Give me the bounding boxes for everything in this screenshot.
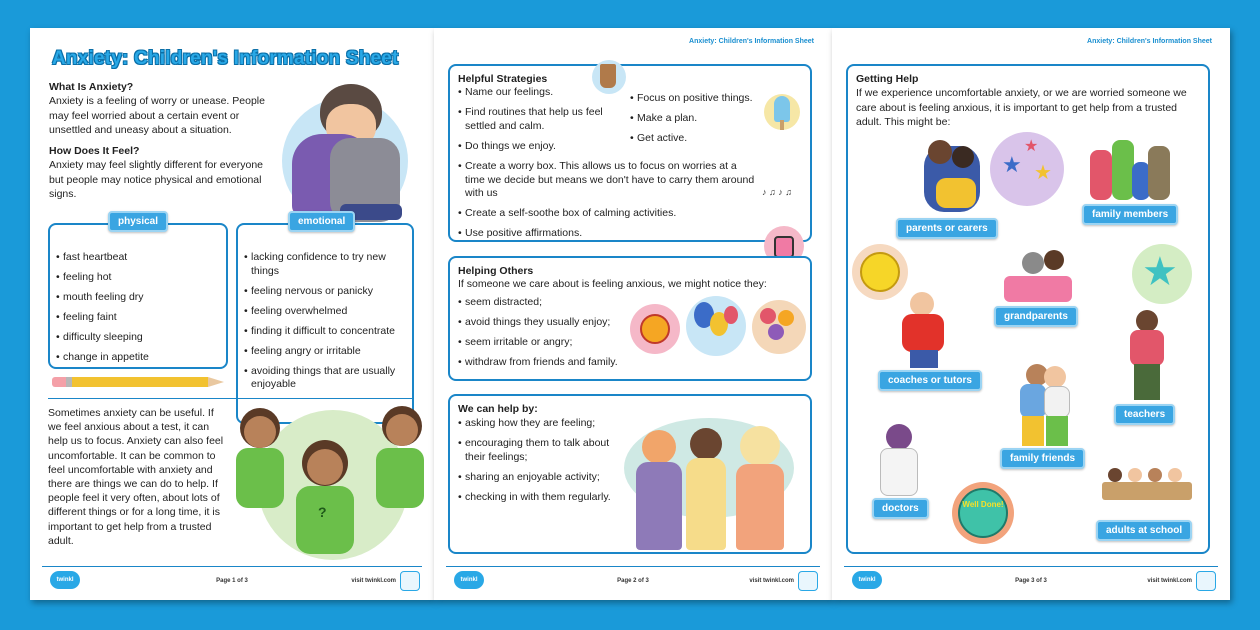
- well-done-text: Well Done!: [962, 500, 1004, 509]
- strategy-item: • Use positive affirmations.: [458, 227, 758, 241]
- twinkl-logo: twinkl LIFE: [454, 571, 484, 589]
- page-number: Page 2 of 3: [617, 578, 649, 584]
- quality-badge-icon: [1196, 571, 1216, 591]
- running-header: Anxiety: Children's Information Sheet: [1087, 38, 1212, 45]
- page-1: Anxiety: Children's Information Sheet What Is Anxiety? Anxiety is a feeling of worry or unease. People may feel worried about a certain event or unsettled and uneasy about a situation. How Does It Feel? Anxiety may feel slightly different for everyone but people may notice physical and emotional signs. • fast heartbeat • feeling hot • mouth feeling dry • feeling faint • difficulty sleeping • change in appetite physical • lacking confidence to try new things • feeling nervous or panicky • feeling overwhelmed • finding it difficult to concentrate • feeling angry or irritable • avoiding things that are usually enjoyable emotional Sometimes anxiety can be useful. If we feel anxious about a test, it can help us to focus. Anxiety can also feel uncomfortable. It can be common to feel uncomfortable with anxiety and there are things we can do to help. If people feel it very often, about lots of different things or for a long time, it is important to get help from a trusted adult. ? twinkl LIFE Page 1 of 3 visit twinkl.com: [30, 28, 434, 600]
- emotional-box: [236, 223, 414, 424]
- strategy-item: • Focus on positive things.: [630, 92, 760, 106]
- site-link[interactable]: visit twinkl.com: [351, 578, 396, 584]
- emotional-item: • avoiding things that are usually enjoyable: [244, 365, 408, 392]
- physical-box: [48, 223, 228, 369]
- physical-item: • mouth feeling dry: [56, 291, 224, 305]
- strategy-item: • Find routines that help us feel settled and calm.: [458, 106, 618, 133]
- twinkl-logo: twinkl LIFE: [852, 571, 882, 589]
- emotional-item: • finding it difficult to concentrate: [244, 325, 408, 339]
- emotional-label: emotional: [288, 211, 355, 232]
- label-teachers: teachers: [1114, 404, 1175, 425]
- running-header: Anxiety: Children's Information Sheet: [689, 38, 814, 45]
- help-item: • sharing an enjoyable activity;: [458, 471, 630, 485]
- label-coaches: coaches or tutors: [878, 370, 982, 391]
- label-grandparents: grandparents: [994, 306, 1078, 327]
- divider: [48, 398, 414, 399]
- label-family-friends: family friends: [1000, 448, 1085, 469]
- footer: [844, 566, 1218, 600]
- twinkl-logo: twinkl LIFE: [50, 571, 80, 589]
- strategy-item: • Make a plan.: [630, 112, 760, 126]
- strategies-heading: Helpful Strategies: [458, 73, 548, 85]
- label-family-members: family members: [1082, 204, 1178, 225]
- emotional-item: • lacking confidence to try new things: [244, 251, 408, 278]
- page-3: Anxiety: Children's Information Sheet Getting Help If we experience uncomfortable anxiety, or we are worried someone we care about is feeling anxious, it is important to get help from a trusted adult. This might be: ★ ★ ★ ★ Well Done! parents or carers family members grandparents coaches or tutors teachers family friends doctors adults at school twinkl LIFE Page 3 of 3 visit twinkl.com: [832, 28, 1230, 600]
- helping-intro: If someone we care about is feeling anxious, we might notice they:: [458, 278, 767, 290]
- strategy-item: • Create a worry box. This allows us to focus on worries at a time we decide but means we don't have to carry them around with us: [458, 160, 758, 201]
- physical-label: physical: [108, 211, 168, 232]
- physical-item: • feeling faint: [56, 311, 224, 325]
- strategy-item: • Do things we enjoy.: [458, 140, 618, 154]
- emotional-item: • feeling overwhelmed: [244, 305, 408, 319]
- emotional-item: • feeling nervous or panicky: [244, 285, 408, 299]
- quality-badge-icon: [400, 571, 420, 591]
- strategy-item: • Create a self-soothe box of calming activities.: [458, 207, 758, 221]
- what-heading: What Is Anxiety?: [49, 81, 134, 93]
- helping-item: • avoid things they usually enjoy;: [458, 316, 648, 330]
- how-text: Anxiety may feel slightly different for everyone but people may notice physical and emotional signs.: [49, 159, 263, 200]
- helping-item: • withdraw from friends and family.: [458, 356, 648, 370]
- strategy-item: • Get active.: [630, 132, 760, 146]
- help-item: • checking in with them regularly.: [458, 491, 630, 505]
- useful-text: Sometimes anxiety can be useful. If we feel anxious about a test, it can help us to focus. Anxiety can also feel uncomfortable. It can be common to feel uncomfortable with anxiety and there are things we can do to help. If people feel it very often, about lots of different things or for a long time, it is important to get help from a trusted adult.: [48, 407, 224, 547]
- help-item: • asking how they are feeling;: [458, 417, 630, 431]
- help-heading: We can help by:: [458, 403, 538, 415]
- emotional-item: • feeling angry or irritable: [244, 345, 408, 359]
- how-heading: How Does It Feel?: [49, 145, 140, 157]
- helping-item: • seem distracted;: [458, 296, 648, 310]
- page-2: Anxiety: Children's Information Sheet Helpful Strategies • Name our feelings. • Find routines that help us feel settled and calm. • Do things we enjoy. • Focus on positive things. • Make a plan. • Get active. • Create a worry box. This allows us to focus on worries at a time we decide but means we don't have to carry them around with us • Create a self-soothe box of calming activities. • Use positive affirmations. ♪ ♫ ♪ ♫ Helping Others If someone we care about is feeling anxious, we might notice they: • seem distracted; • avoid things they usually enjoy; • seem irritable or angry; • withdraw from friends and family. We can help by: • asking how they are feeling; • encouraging them to talk about their feelings; • sharing an enjoyable activity; • checking in with them regularly. twinkl LIFE Page 2 of 3 visit twinkl.com: [434, 28, 832, 600]
- helping-heading: Helping Others: [458, 265, 534, 277]
- getting-help-heading: Getting Help: [856, 73, 919, 85]
- physical-item: • difficulty sleeping: [56, 331, 224, 345]
- helping-item: • seem irritable or angry;: [458, 336, 648, 350]
- label-parents: parents or carers: [896, 218, 998, 239]
- page-title: Anxiety: Children's Information Sheet: [52, 48, 399, 69]
- page-number: Page 3 of 3: [1015, 578, 1047, 584]
- physical-item: • feeling hot: [56, 271, 224, 285]
- site-link[interactable]: visit twinkl.com: [749, 578, 794, 584]
- footer: [42, 566, 422, 600]
- physical-item: • change in appetite: [56, 351, 224, 365]
- site-link[interactable]: visit twinkl.com: [1147, 578, 1192, 584]
- footer: [446, 566, 820, 600]
- physical-item: • fast heartbeat: [56, 251, 224, 265]
- label-doctors: doctors: [872, 498, 929, 519]
- what-text: Anxiety is a feeling of worry or unease. People may feel worried about a certain event or unsettled and uneasy about a situation.: [49, 95, 265, 136]
- strategies-box: [448, 64, 812, 242]
- label-adults-at-school: adults at school: [1096, 520, 1192, 541]
- help-item: • encouraging them to talk about their feelings;: [458, 437, 630, 464]
- quality-badge-icon: [798, 571, 818, 591]
- page-number: Page 1 of 3: [216, 578, 248, 584]
- strategy-item: • Name our feelings.: [458, 86, 618, 100]
- getting-help-intro: If we experience uncomfortable anxiety, or we are worried someone we care about is feeling anxious, it is important to get help from a trusted adult. This might be:: [856, 87, 1187, 128]
